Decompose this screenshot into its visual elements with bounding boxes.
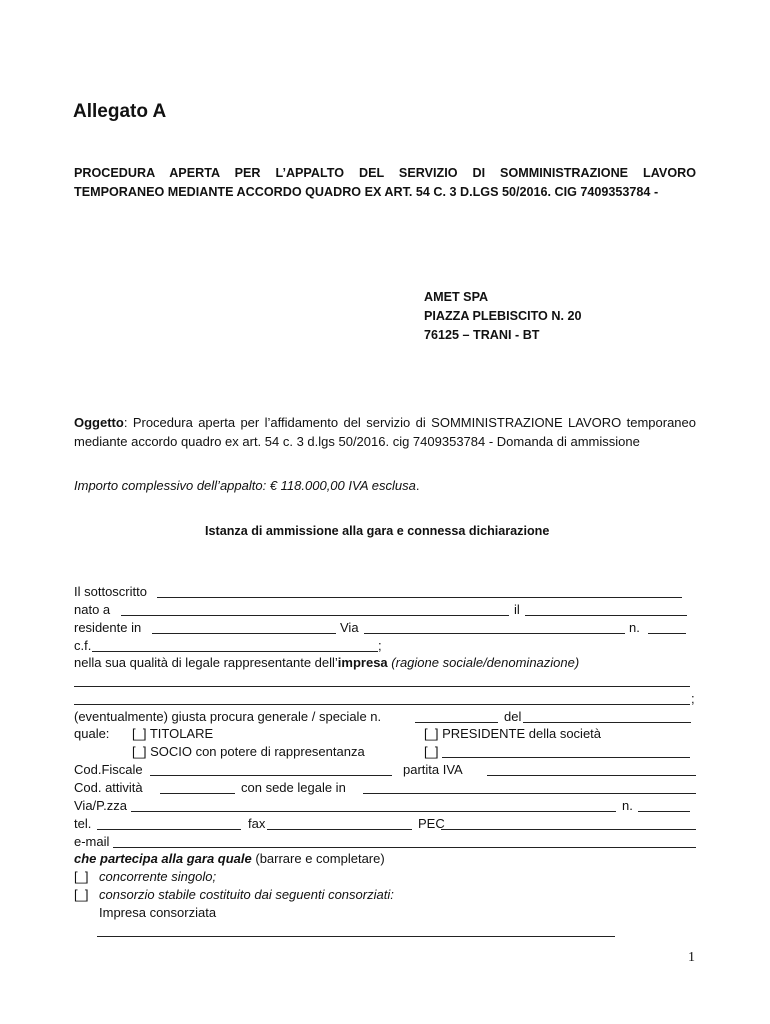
field-data-nascita[interactable] — [525, 615, 687, 616]
label-cod-fiscale: Cod.Fiscale — [74, 762, 143, 777]
importo-period: . — [415, 478, 420, 493]
label-residente-in: residente in — [74, 620, 142, 635]
field-email[interactable] — [113, 847, 696, 848]
label-n-sede: n. — [622, 798, 633, 813]
field-procura-data[interactable] — [523, 722, 691, 723]
checkbox-altro[interactable]: [_] — [424, 744, 439, 759]
field-sede-legale[interactable] — [363, 793, 696, 794]
label-cf: c.f. — [74, 638, 92, 653]
field-partita-iva[interactable] — [487, 775, 696, 776]
field-cf[interactable] — [92, 651, 378, 652]
field-via[interactable] — [364, 633, 625, 634]
istanza-title: Istanza di ammissione alla gara e connessa dichiarazione — [205, 524, 550, 538]
label-concorrente: concorrente singolo; — [99, 869, 217, 884]
label-via: Via — [340, 620, 359, 635]
importo-line — [74, 478, 419, 493]
document-title: Allegato A — [73, 101, 167, 122]
field-procura-numero[interactable] — [415, 722, 498, 723]
field-civico[interactable] — [648, 633, 686, 634]
partecipa-label: che partecipa alla gara quale — [74, 851, 252, 866]
field-ragione-sociale-1[interactable] — [74, 686, 690, 687]
label-tel: tel. — [74, 816, 92, 831]
field-fax[interactable] — [267, 829, 412, 830]
procedure-heading-line2: TEMPORANEO MEDIANTE ACCORDO QUADRO EX ART. 54 C. 3 D.LGS 50/2016. CIG 7409353784 - — [74, 185, 659, 199]
cf-semicolon: ; — [378, 638, 382, 653]
impresa-label: impresa — [337, 655, 388, 670]
field-impresa-consorziata[interactable] — [97, 936, 615, 937]
label-partita-iva: partita IVA — [403, 762, 463, 777]
label-consorzio: consorzio stabile costituito dai seguenti consorziati: — [99, 887, 394, 902]
label-il: il — [514, 602, 520, 617]
label-sottoscritto: Il sottoscritto — [74, 584, 147, 599]
label-email: e-mail — [74, 834, 110, 849]
barrare-label: (barrare e completare) — [251, 851, 385, 866]
field-ragione-sociale-2[interactable] — [74, 704, 690, 705]
field-civico-sede[interactable] — [638, 811, 690, 812]
checkbox-concorrente[interactable]: [_] — [74, 869, 89, 884]
field-residente-in[interactable] — [152, 633, 336, 634]
label-procura: (eventualmente) giusta procura generale / speciale n. — [74, 709, 382, 724]
field-via-pzza[interactable] — [131, 811, 616, 812]
field-altro-qualita[interactable] — [442, 757, 690, 758]
qualita-line — [74, 655, 579, 670]
label-nato-a: nato a — [74, 602, 111, 617]
field-cod-attivita[interactable] — [160, 793, 235, 794]
field-sottoscritto[interactable] — [157, 597, 682, 598]
label-del: del — [504, 709, 522, 724]
partecipa-line — [74, 851, 385, 866]
recipient-street: PIAZZA PLEBISCITO N. 20 — [424, 309, 582, 323]
label-impresa-consorziata: Impresa consorziata — [99, 905, 217, 920]
checkbox-presidente[interactable]: [_] PRESIDENTE della società — [424, 726, 602, 741]
label-sede-legale: con sede legale in — [241, 780, 346, 795]
importo-text: Importo complessivo dell’appalto: € 118.000,00 IVA esclusa — [74, 478, 416, 493]
label-fax: fax — [248, 816, 266, 831]
oggetto-label: Oggetto — [74, 415, 124, 430]
ragione-semicolon: ; — [691, 691, 695, 706]
field-tel[interactable] — [97, 829, 241, 830]
checkbox-consorzio[interactable]: [_] — [74, 887, 89, 902]
checkbox-titolare[interactable]: [_] TITOLARE — [132, 726, 214, 741]
qualita-text: nella sua qualità di legale rappresentante dell’ — [74, 655, 338, 670]
field-nato-a[interactable] — [121, 615, 509, 616]
page-number: 1 — [688, 950, 695, 965]
label-via-pzza: Via/P.zza — [74, 798, 128, 813]
recipient-name: AMET SPA — [424, 290, 489, 304]
oggetto-text: : Procedura aperta per l’affidamento del servizio di SOMMINISTRAZIONE LAVORO temporaneo mediante accordo quadro ex art. 54 c. 3 d.lgs 50/2016. cig 7409353784 - Domanda di ammissione — [74, 415, 696, 449]
label-quale: quale: — [74, 726, 110, 741]
recipient-city: 76125 – TRANI - BT — [424, 328, 540, 342]
label-pec: PEC — [418, 816, 445, 831]
checkbox-socio[interactable]: [_] SOCIO con potere di rappresentanza — [132, 744, 365, 759]
oggetto-paragraph — [74, 413, 696, 451]
field-pec[interactable] — [441, 829, 696, 830]
label-n: n. — [629, 620, 640, 635]
field-cod-fiscale[interactable] — [150, 775, 392, 776]
procedure-heading-line1: PROCEDURA APERTA PER L’APPALTO DEL SERVIZIO DI SOMMINISTRAZIONE LAVORO — [74, 166, 696, 180]
label-cod-attivita: Cod. attività — [74, 780, 143, 795]
ragione-sociale-label: (ragione sociale/denominazione) — [391, 655, 580, 670]
